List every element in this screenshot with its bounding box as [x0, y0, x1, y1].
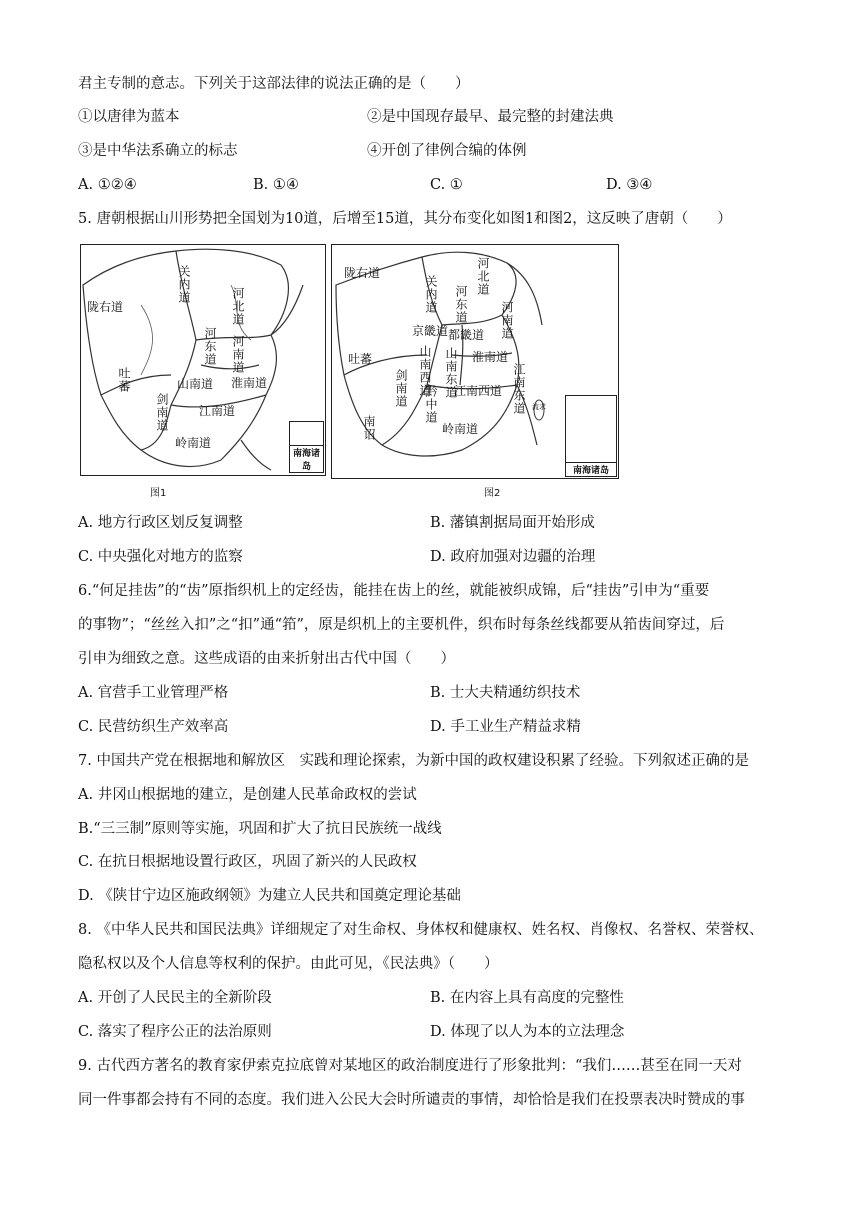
map1-label-huainan: 淮南道 [231, 376, 268, 390]
map-figure-2 [331, 244, 619, 479]
map1-caption: 图1 [150, 488, 167, 499]
map2-label-duji: 都畿道 [448, 328, 485, 342]
q7-option-d[interactable]: D. 《陕甘宁边区施政纲领》为建立人民共和国奠定理论基础 [78, 888, 461, 904]
map2-inset [565, 395, 617, 477]
map1-label-jiangnan: 江南道 [199, 404, 236, 418]
map1-label-tubo: 吐蕃 [117, 367, 131, 393]
q8-option-c[interactable]: C. 落实了程序公正的法治原则 [78, 1024, 272, 1040]
map1-inset [289, 421, 324, 473]
map1-label-hebei: 河北道 [231, 287, 245, 326]
q6-option-a[interactable]: A. 官营手工业管理严格 [78, 685, 229, 701]
q8-option-d[interactable]: D. 体现了以人为本的立法理念 [430, 1024, 625, 1040]
map2-caption: 图2 [484, 488, 501, 499]
map2-label-henan: 河南道 [500, 301, 514, 340]
map1-label-hedong: 河东道 [203, 327, 217, 366]
map1-label-longyou: 陇右道 [87, 300, 124, 314]
q4-statement-3: ③是中华法系确立的标志 [78, 143, 238, 159]
q4-option-b[interactable]: B. ①④ [253, 177, 299, 193]
q7-stem: 7. 中国共产党在根据地和解放区 实践和理论探索，为新中国的政权建设积累了经验。下列叙述正确的是 [78, 753, 749, 769]
q4-option-d[interactable]: D. ③④ [606, 177, 653, 193]
q5-stem: 5. 唐朝根据山川形势把全国划为10道，后增至15道，其分布变化如图1和图2，这反映了唐朝（ ） [78, 211, 732, 227]
map1-label-lingnan: 岭南道 [175, 436, 212, 450]
q6-stem-line-2: 的事物”；“丝丝入扣”之“扣”通“筘”，原是织机上的主要机件，织布时每条丝线都要从筘齿间穿过，后 [78, 617, 725, 633]
map2-label-liuqiu: 流求 [532, 403, 546, 411]
q8-stem-line-1: 8. 《中华人民共和国民法典》详细规定了对生命权、身体权和健康权、姓名权、肖像权、名誉权、荣誉权、 [78, 922, 764, 938]
q8-stem-line-2: 隐私权以及个人信息等权利的保护。由此可见，《民法典》（ ） [78, 956, 499, 972]
q6-option-c[interactable]: C. 民营纺织生产效率高 [78, 719, 229, 735]
q6-stem-line-3: 引申为细致之意。这些成语的由来折射出古代中国（ ） [78, 651, 455, 667]
map2-label-huainan: 淮南道 [472, 350, 509, 364]
map2-label-hedong: 河东道 [454, 285, 468, 324]
map2-label-shannanxi: 山南西道 [418, 345, 432, 397]
q6-option-b[interactable]: B. 士大夫精通纺织技术 [430, 685, 581, 701]
q4-statement-4: ④开创了律例合编的体例 [367, 143, 527, 159]
q9-stem-line-2: 同一件事都会持有不同的态度。我们进入公民大会时所谴责的事情，却恰恰是我们在投票表决时赞成的事 [78, 1092, 745, 1108]
map2-label-jiangnandong: 江南东道 [512, 363, 526, 415]
map1-label-henan: 河南道 [231, 335, 245, 374]
q5-option-c[interactable]: C. 中央强化对地方的监察 [78, 549, 243, 565]
q4-statement-2: ②是中国现存最早、最完整的封建法典 [367, 109, 614, 125]
map2-label-guannei: 关内道 [424, 275, 438, 314]
q9-stem-line-1: 9. 古代西方著名的教育家伊索克拉底曾对某地区的政治制度进行了形象批判：“我们……甚至在同一天对 [78, 1058, 742, 1074]
q8-option-a[interactable]: A. 开创了人民民主的全新阶段 [78, 990, 272, 1006]
q8-option-b[interactable]: B. 在内容上具有高度的完整性 [430, 990, 624, 1006]
map1-inset-title: 南海诸岛 [290, 445, 323, 472]
q7-option-b[interactable]: B.“三三制”原则等实施，巩固和扩大了抗日民族统一战线 [78, 821, 442, 837]
map2-label-qianzhong: 黔中道 [424, 385, 438, 424]
map2-label-shannandong: 山南东道 [444, 347, 458, 399]
map2-inset-title: 南海诸岛 [566, 462, 616, 476]
q4-statement-1: ①以唐律为蓝本 [78, 109, 180, 125]
map2-label-longyou: 陇右道 [344, 266, 381, 280]
map2-label-nanzhao: 南诏 [362, 415, 376, 441]
q4-option-a[interactable]: A. ①②④ [78, 177, 137, 193]
q4-option-c[interactable]: C. ① [430, 177, 463, 193]
map2-label-lingnan: 岭南道 [442, 422, 479, 436]
map1-label-guannei: 关内道 [177, 265, 191, 304]
map1-label-jiannan: 剑南道 [155, 393, 169, 432]
q7-option-c[interactable]: C. 在抗日根据地设置行政区，巩固了新兴的人民政权 [78, 854, 417, 870]
map2-label-jingji: 京畿道 [412, 324, 449, 338]
q5-option-d[interactable]: D. 政府加强对边疆的治理 [430, 549, 596, 565]
map-figure-1 [80, 244, 326, 476]
q6-stem-line-1: 6.“何足挂齿”的“齿”原指织机上的定经齿，能挂在齿上的丝，就能被织成锦，后“挂齿”引申为“重要 [78, 583, 710, 599]
map2-label-tubo: 吐蕃 [348, 352, 373, 366]
map2-label-hebei: 河北道 [476, 257, 490, 296]
q5-option-b[interactable]: B. 藩镇割据局面开始形成 [430, 515, 595, 531]
map2-label-jiangnanxi: 江南西道 [454, 384, 503, 398]
q4-intro: 君主专制的意志。下列关于这部法律的说法正确的是（ ） [78, 76, 470, 92]
q7-option-a[interactable]: A. 井冈山根据地的建立，是创建人民革命政权的尝试 [78, 787, 417, 803]
q6-option-d[interactable]: D. 手工业生产精益求精 [430, 719, 581, 735]
map1-label-shannan: 山南道 [177, 377, 214, 391]
map2-label-jiannan: 剑南道 [394, 369, 408, 408]
q5-option-a[interactable]: A. 地方行政区划反复调整 [78, 515, 243, 531]
